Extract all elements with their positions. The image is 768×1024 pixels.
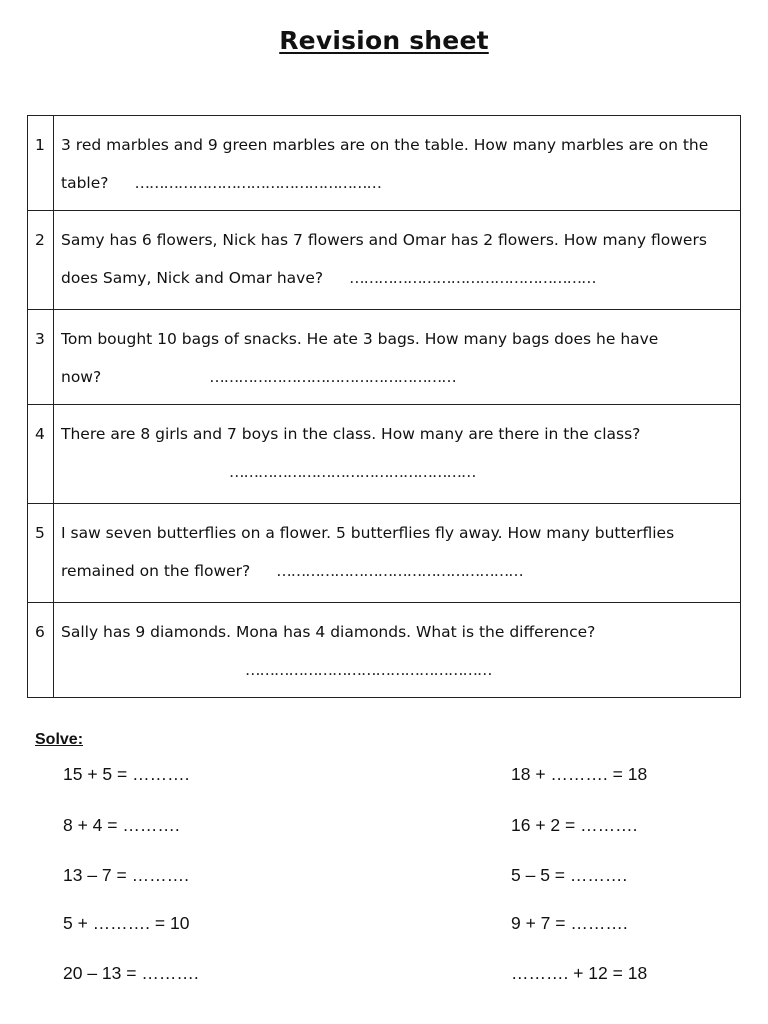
question-text: 3 red marbles and 9 green marbles are on the table. How many marbles are on the table? (61, 136, 709, 192)
table-row (28, 211, 741, 310)
question-cell (54, 603, 741, 698)
answer-blank: …………………………………………… (349, 269, 596, 287)
word-problems-table (27, 115, 741, 698)
answer-blank: …………………………………………… (229, 463, 476, 481)
table-row (28, 504, 741, 603)
question-cell (54, 310, 741, 405)
answer-blank: …………………………………………… (134, 174, 381, 192)
table-row (28, 116, 741, 211)
equation-right-3: 5 – 5 = ………. (511, 865, 628, 885)
question-number: 5 (28, 504, 54, 603)
equation-right-1: 18 + ………. = 18 (511, 764, 648, 784)
equation-right-4: 9 + 7 = ………. (511, 913, 628, 933)
equation-right-2: 16 + 2 = ………. (511, 815, 638, 835)
equation-right-5: ………. + 12 = 18 (511, 963, 648, 983)
answer-blank: …………………………………………… (209, 368, 456, 386)
equation-left-1: 15 + 5 = ………. (63, 764, 190, 784)
question-cell (54, 504, 741, 603)
table-row (28, 603, 741, 698)
question-text: Sally has 9 diamonds. Mona has 4 diamonds. What is the difference? (61, 623, 596, 641)
question-cell (54, 405, 741, 504)
equation-left-4: 5 + ………. = 10 (63, 913, 190, 933)
page-title: Revision sheet (279, 26, 489, 55)
question-text: Samy has 6 flowers, Nick has 7 flowers and Omar has 2 flowers. How many flowers does Samy, Nick and Omar have? (61, 231, 707, 287)
question-number: 1 (28, 116, 54, 211)
question-text: There are 8 girls and 7 boys in the class. How many are there in the class? (61, 425, 641, 443)
table-row (28, 310, 741, 405)
equation-left-5: 20 – 13 = ………. (63, 963, 199, 983)
question-number: 6 (28, 603, 54, 698)
equation-left-2: 8 + 4 = ………. (63, 815, 180, 835)
question-cell (54, 211, 741, 310)
question-number: 2 (28, 211, 54, 310)
solve-heading: Solve: (35, 731, 84, 748)
question-cell (54, 116, 741, 211)
answer-blank: …………………………………………… (245, 661, 492, 679)
table-row (28, 405, 741, 504)
question-text: I saw seven butterflies on a flower. 5 butterflies fly away. How many butterflies remained on the flower? (61, 524, 675, 580)
question-number: 4 (28, 405, 54, 504)
question-text: Tom bought 10 bags of snacks. He ate 3 bags. How many bags does he have now? (61, 330, 659, 386)
answer-blank: …………………………………………… (276, 562, 523, 580)
equation-left-3: 13 – 7 = ………. (63, 865, 189, 885)
question-number: 3 (28, 310, 54, 405)
